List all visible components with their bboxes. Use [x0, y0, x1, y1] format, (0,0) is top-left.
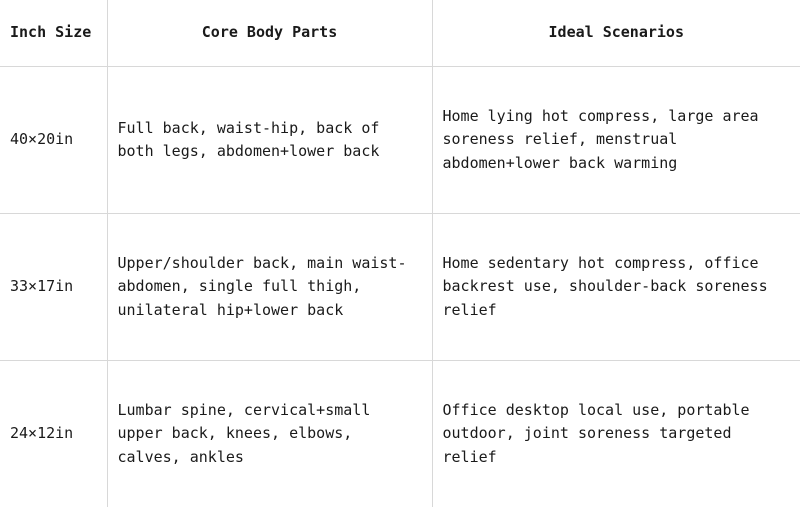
table-row [0, 67, 800, 214]
cell-core-body-parts: Lumbar spine, cervical+small upper back, knees, elbows, calves, ankles [107, 361, 432, 507]
column-header-inch-size: Inch Size [0, 0, 107, 67]
cell-inch-size: 33×17in [0, 214, 107, 361]
column-header-ideal-scenarios: Ideal Scenarios [432, 0, 800, 67]
cell-ideal-scenarios: Home lying hot compress, large area soreness relief, menstrual abdomen+lower back warming [432, 67, 800, 214]
cell-ideal-scenarios: Office desktop local use, portable outdoor, joint soreness targeted relief [432, 361, 800, 507]
cell-ideal-scenarios: Home sedentary hot compress, office backrest use, shoulder-back soreness relief [432, 214, 800, 361]
column-header-core-body-parts: Core Body Parts [107, 0, 432, 67]
cell-inch-size: 24×12in [0, 361, 107, 507]
cell-core-body-parts: Upper/shoulder back, main waist-abdomen, single full thigh, unilateral hip+lower back [107, 214, 432, 361]
table-header-row [0, 0, 800, 67]
cell-inch-size: 40×20in [0, 67, 107, 214]
cell-core-body-parts: Full back, waist-hip, back of both legs, abdomen+lower back [107, 67, 432, 214]
table-row [0, 361, 800, 507]
table-row [0, 214, 800, 361]
table-body [0, 67, 800, 507]
table-header [0, 0, 800, 67]
